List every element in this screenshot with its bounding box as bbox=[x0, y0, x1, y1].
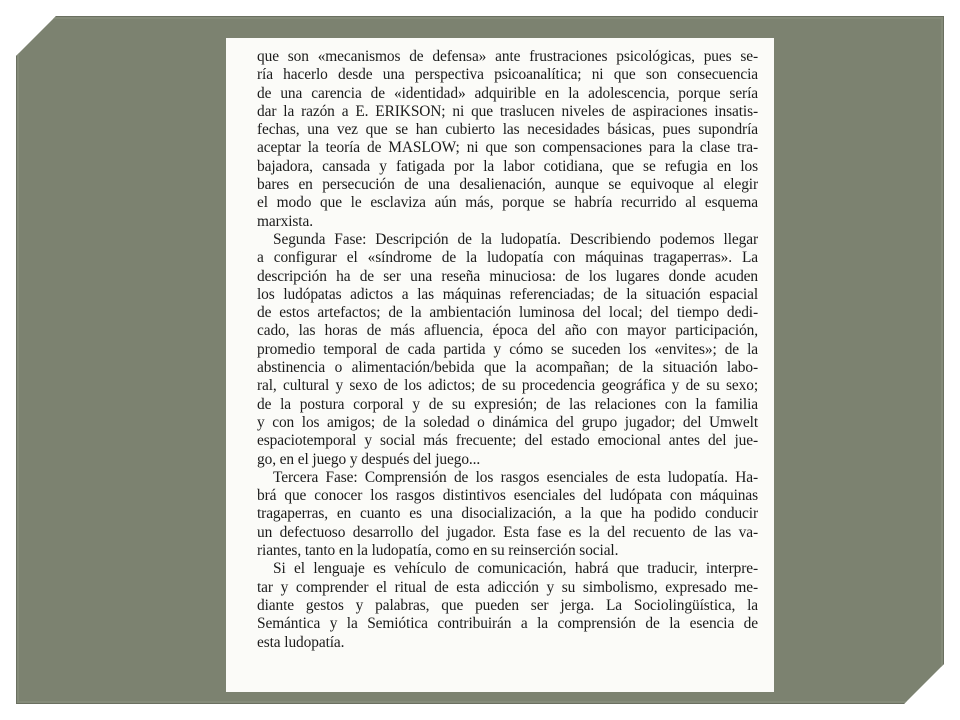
text-line: descripción ha de ser una reseña minuciosa: de los lugares donde acuden bbox=[257, 267, 758, 285]
text-line: tar y comprender el ritual de esta adicción y su simbolismo, expresado me- bbox=[257, 578, 758, 596]
text-line: marxista. bbox=[257, 212, 313, 230]
text-line: cado, las horas de más afluencia, época del año con mayor participación, bbox=[257, 322, 758, 340]
text-line: diante gestos y palabras, que pueden ser jerga. La Sociolingüística, la bbox=[257, 596, 758, 614]
text-line: aceptar la teoría de MASLOW; ni que son compensaciones para la clase tra- bbox=[257, 139, 758, 157]
text-line: ría hacerlo desde una perspectiva psicoanalítica; ni que son consecuencia bbox=[257, 66, 758, 84]
text-line: de una carencia de «identidad» adquirible en la adolescencia, porque sería bbox=[257, 84, 758, 102]
text-line: a configurar el «síndrome de la ludopatía con máquinas tragaperras». La bbox=[257, 249, 758, 267]
text-line: esta ludopatía. bbox=[257, 633, 345, 651]
text-line: riantes, tanto en la ludopatía, como en su reinserción social. bbox=[257, 542, 619, 560]
text-line: los ludópatas adictos a las máquinas referenciadas; de la situación espacial bbox=[257, 285, 758, 303]
text-line: Segunda Fase: Descripción de la ludopatía. Describiendo podemos llegar bbox=[273, 230, 758, 248]
text-line: bares en persecución de una desalienación, aunque se equivoque al elegir bbox=[257, 176, 758, 194]
text-line: fechas, una vez que se han cubierto las necesidades básicas, pues supondría bbox=[257, 121, 758, 139]
text-line: de estos artefactos; de la ambientación luminosa del local; del tiempo dedi- bbox=[257, 304, 758, 322]
text-line: el modo que le esclaviza aún más, porque se habría recurrido al esquema bbox=[257, 194, 758, 212]
text-line: Semántica y la Semiótica contribuirán a la comprensión de la esencia de bbox=[257, 615, 758, 633]
text-line: promedio temporal de cada partida y cómo se suceden los «envites»; de la bbox=[257, 340, 758, 358]
text-line: Tercera Fase: Comprensión de los rasgos esenciales de esta ludopatía. Ha- bbox=[273, 468, 758, 486]
text-line: que son «mecanismos de defensa» ante frustraciones psicológicas, pues se- bbox=[257, 48, 758, 65]
text-line: Si el lenguaje es vehículo de comunicación, habrá que traducir, interpre- bbox=[273, 560, 758, 578]
scanned-book-page bbox=[226, 38, 774, 692]
text-line: go, en el juego y después del juego... bbox=[257, 450, 481, 468]
text-line: ral, cultural y sexo de los adictos; de su procedencia geográfica y de su sexo; bbox=[257, 377, 758, 395]
text-line: un defectuoso desarrollo del jugador. Esta fase es la del recuento de las va- bbox=[257, 523, 758, 541]
text-line: abstinencia o alimentación/bebida que la acompañan; de la situación labo- bbox=[257, 359, 758, 377]
text-line: dar la razón a E. ERIKSON; ni que traslucen niveles de aspiraciones insatis- bbox=[257, 102, 758, 120]
text-line: bajadora, cansada y fatigada por la labor cotidiana, que se refugia en los bbox=[257, 157, 758, 175]
text-line: y con los amigos; de la soledad o dinámica del grupo jugador; del Umwelt bbox=[257, 413, 758, 431]
text-line: de la postura corporal y de su expresión; de las relaciones con la familia bbox=[257, 395, 758, 413]
text-line: espaciotemporal y social más frecuente; del estado emocional antes del jue- bbox=[257, 432, 758, 450]
text-line: tragaperras, en cuanto es una disocialización, a la que ha podido conducir bbox=[257, 505, 758, 523]
text-line: brá que conocer los rasgos distintivos esenciales del ludópata con máquinas bbox=[257, 487, 758, 505]
